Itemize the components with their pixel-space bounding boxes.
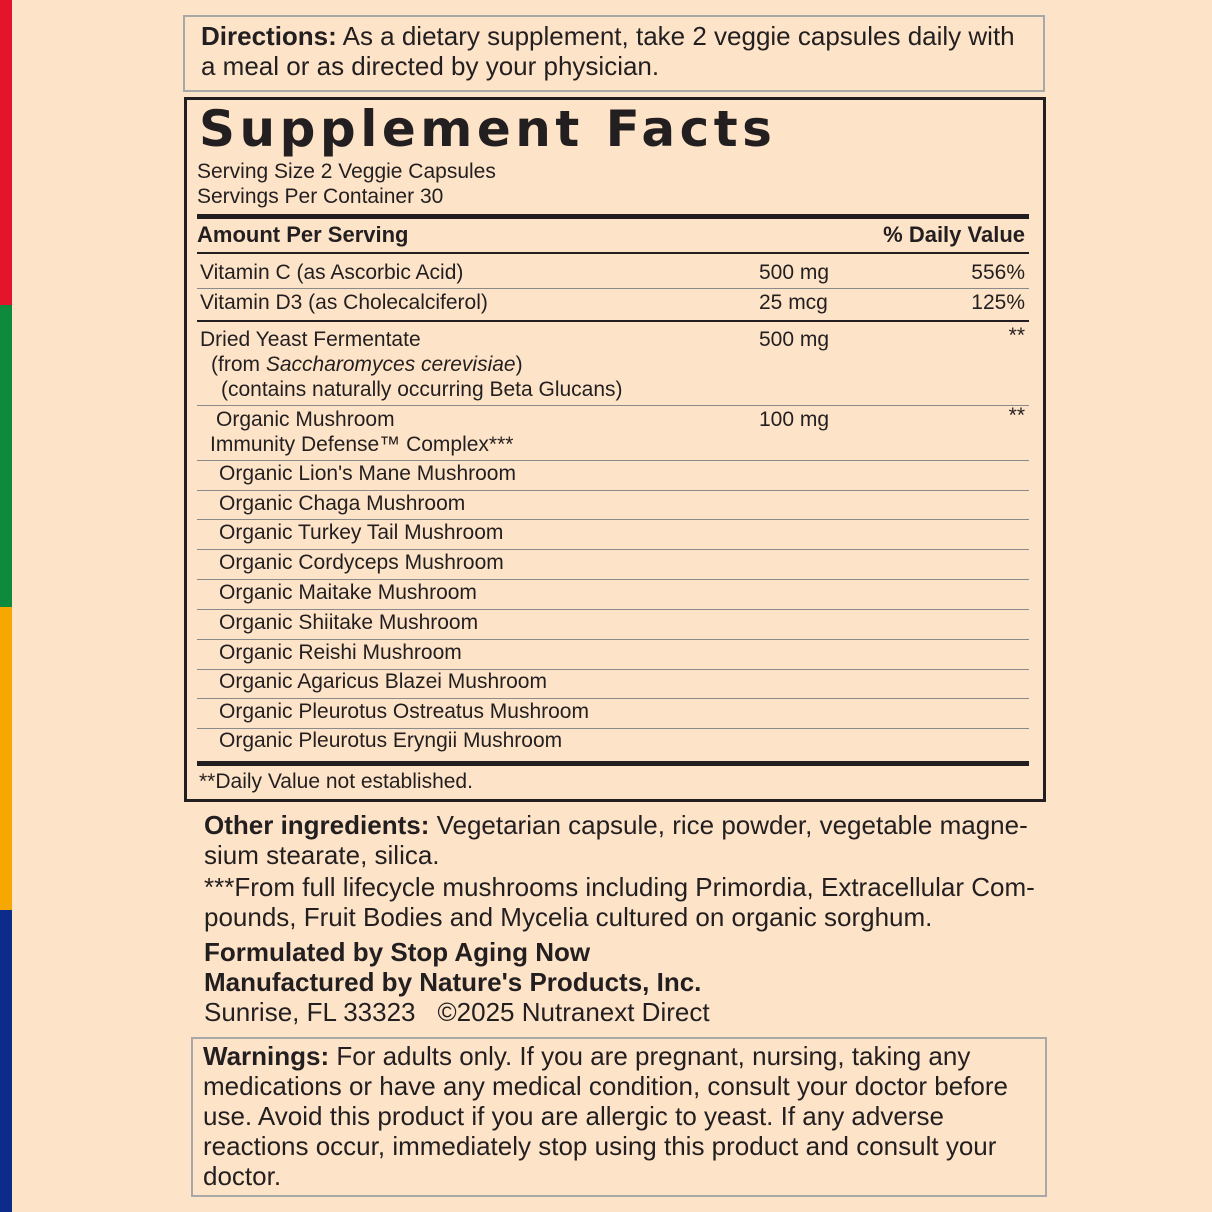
copyright: ©2025 Nutranext Direct [437,997,710,1027]
other-ingredients-label: Other ingredients: [204,810,430,840]
mushroom-complex-dv: ** [1008,404,1025,427]
vitamin-c-name: Vitamin C (as Ascorbic Acid) [200,261,464,284]
serving-size: Serving Size 2 Veggie Capsules [197,160,496,183]
color-stripe-green [0,305,12,607]
mushroom-row [197,461,1029,490]
mushroom-row [197,610,1029,639]
mushroom-name: Organic Turkey Tail Mushroom [219,521,504,544]
directions-box [183,15,1045,92]
mushroom-row [197,728,1029,757]
section-rule [197,320,1029,322]
mushroom-name: Organic Lion's Mane Mushroom [219,462,516,485]
yeast-amount: 500 mg [759,328,830,351]
vitamin-c-dv: 556% [971,261,1025,284]
yeast-name: Dried Yeast Fermentate [200,328,421,351]
mushroom-name: Organic Chaga Mushroom [219,492,466,515]
warnings-label: Warnings: [203,1041,330,1071]
yeast-source-prefix: (from [211,353,266,376]
row-divider [197,288,1029,289]
warnings-text: For adults only. If you are pregnant, nursing, taking any medications or have any medical condition, consult your doctor before use. Avoid this product if you are allergic to yeast. If any adverse reactions occur, immediately stop using this product and consult your doctor. [203,1041,1008,1191]
mushroom-name: Organic Maitake Mushroom [219,581,477,604]
mushroom-row [197,640,1029,669]
vitamin-c-amount: 500 mg [759,261,830,284]
row-divider [197,405,1029,406]
mushroom-complex-line2: Immunity Defense™ Complex*** [210,433,514,456]
color-stripe-blue [0,910,12,1212]
warnings-box [191,1037,1047,1197]
mushroom-row [197,669,1029,698]
vitamin-d3-name: Vitamin D3 (as Cholecalciferol) [200,291,488,314]
address: Sunrise, FL 33323 [204,997,416,1027]
other-ingredients-line1 [204,810,1049,840]
supplement-facts-panel [184,97,1046,802]
servings-per-container: Servings Per Container 30 [197,185,444,208]
mushroom-name: Organic Agaricus Blazei Mushroom [219,670,547,693]
mushroom-row [197,520,1029,549]
yeast-contains: (contains naturally occurring Beta Glucans) [221,378,623,401]
other-ingredients [204,810,1049,870]
lifecycle-note-line1: ***From full lifecycle mushrooms including Primordia, Extracellular Com- [204,872,1035,902]
yeast-source-species: Saccharomyces cerevisiae [265,353,516,376]
yeast-source [211,352,523,377]
mushroom-name: Organic Pleurotus Ostreatus Mushroom [219,700,589,723]
yeast-source-suffix: ) [515,353,523,376]
color-stripe-red [0,0,12,305]
mushroom-complex-amount: 100 mg [759,408,830,431]
mushroom-row [197,550,1029,579]
amount-per-serving-header: Amount Per Serving [197,222,409,247]
color-stripe-orange [0,607,12,910]
mushroom-name: Organic Shiitake Mushroom [219,611,479,634]
yeast-row [197,324,1029,402]
mushroom-row [197,580,1029,609]
daily-value-footnote: **Daily Value not established. [199,770,473,793]
mushroom-name: Organic Cordyceps Mushroom [219,551,504,574]
mushroom-row [197,699,1029,728]
facts-title: Supplement Facts [199,100,777,158]
other-ingredients-text: Vegetarian capsule, rice powder, vegetable magne- [429,810,1028,840]
lifecycle-note [204,872,1049,932]
other-ingredients-line2: sium stearate, silica. [204,840,440,870]
directions-label: Directions: [201,21,337,51]
header-rule [197,252,1029,254]
formulated-by: Formulated by Stop Aging Now [204,937,591,967]
vitamin-d3-dv: 125% [971,291,1025,314]
bottom-thick-rule [197,761,1029,766]
daily-value-header: % Daily Value [883,222,1025,247]
mushroom-complex-row [197,404,1029,457]
vitamin-d3-amount: 25 mcg [759,291,828,314]
directions-text: As a dietary supplement, take 2 veggie capsules daily with a meal or as directed by your physician. [201,21,1015,81]
mushroom-name: Organic Pleurotus Eryngii Mushroom [219,729,563,752]
mushroom-name: Organic Reishi Mushroom [219,641,462,664]
yeast-dv: ** [1008,324,1025,347]
manufactured-by: Manufactured by Nature's Products, Inc. [204,967,702,997]
manufacturer-info [204,937,1049,1027]
mushroom-row [197,491,1029,520]
address-line [204,997,1049,1027]
thick-rule [197,214,1029,219]
mushroom-complex-line1: Organic Mushroom [216,408,395,431]
lifecycle-note-line2: pounds, Fruit Bodies and Mycelia cultured on organic sorghum. [204,902,933,932]
